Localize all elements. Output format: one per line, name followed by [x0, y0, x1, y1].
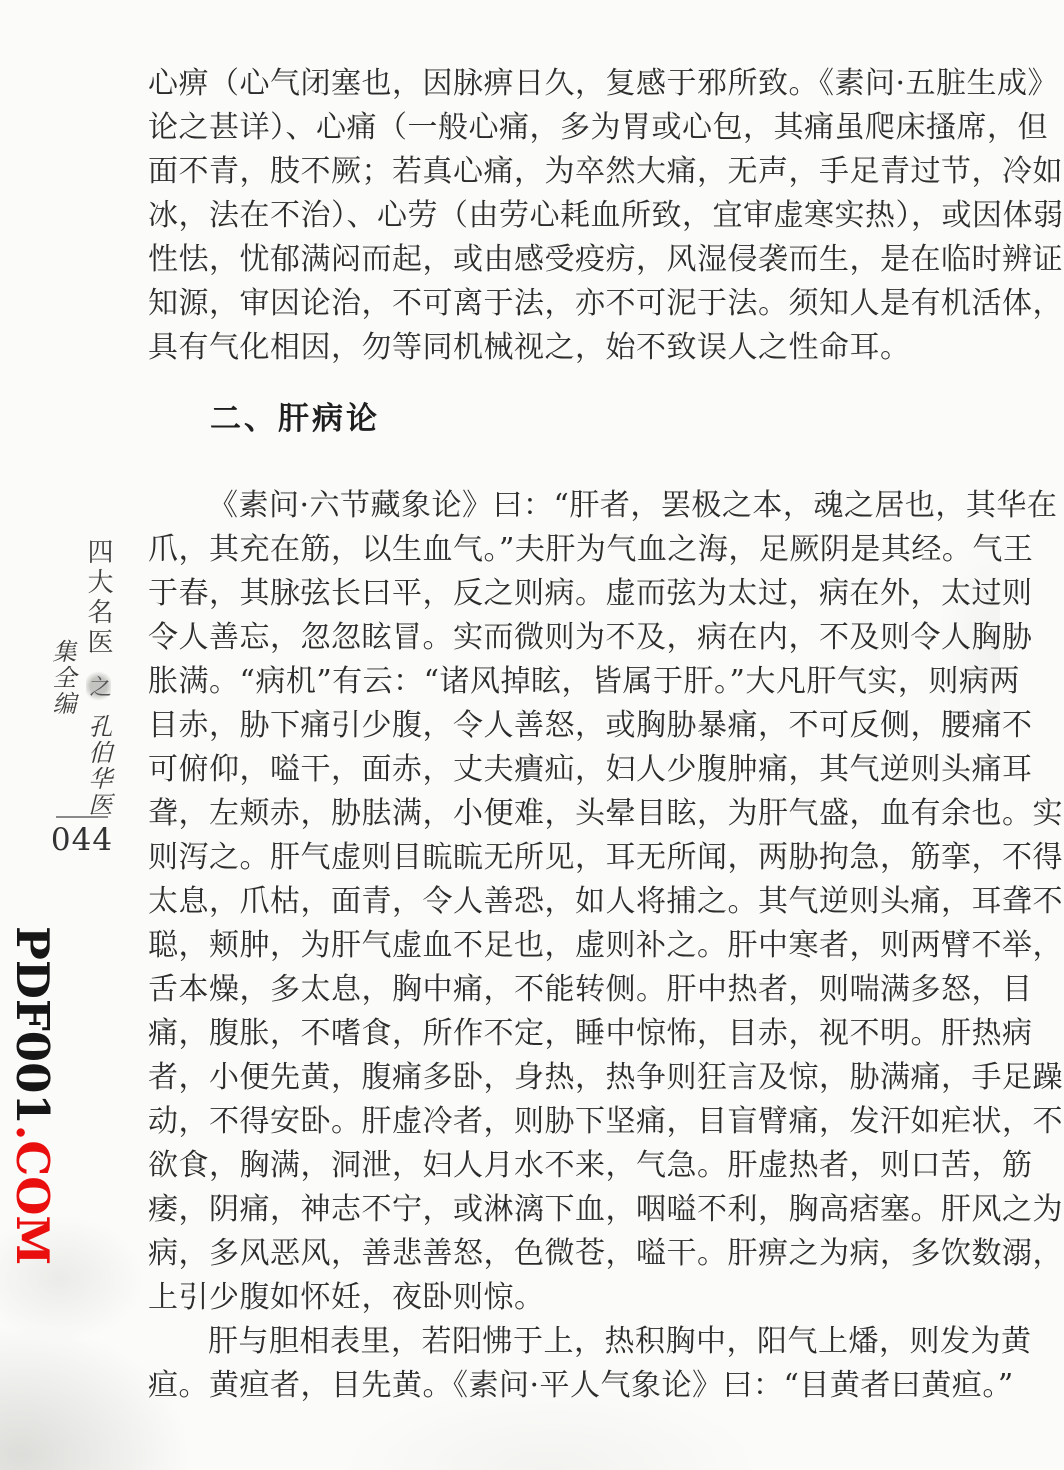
text-line: 胀满。“病机”有云：“诸风掉眩，皆属于肝。”大凡肝气实，则病两 — [148, 664, 1020, 699]
watermark-black-part: PDF001 — [6, 926, 59, 1125]
text-line: 具有气化相因，勿等同机械视之，始不致误人之性命耳。 — [148, 330, 911, 365]
text-line: 者，小便先黄，腹痛多卧，身热，热争则狂言及惊，胁满痛，手足躁 — [148, 1060, 1063, 1095]
text-line: 心痹（心气闭塞也，因脉痹日久，复感于邪所致。《素问·五脏生成》 — [148, 66, 1059, 101]
text-line: 聋，左颊赤，胁胠满，小便难，头晕目眩，为肝气盛，血有余也。实 — [148, 796, 1063, 831]
text-line: 聪，颊肿，为肝气虚血不足也，虚则补之。肝中寒者，则两臂不举， — [148, 928, 1063, 963]
text-line: 欲食，胸满，洞泄，妇人月水不来，气急。肝虚热者，则口苦，筋 — [148, 1148, 1033, 1183]
text-line: 目赤，胁下痛引少腹，令人善怒，或胸胁暴痛，不可反侧，腰痛不 — [148, 708, 1033, 743]
text-line: 痛，腹胀，不嗜食，所作不定，睡中惊怖，目赤，视不明。肝热病 — [148, 1016, 1033, 1051]
text-line: 性怯，忧郁满闷而起，或由感受疫疠，风湿侵袭而生，是在临时辨证 — [148, 242, 1063, 277]
text-line: 痿，阴痛，神志不宁，或淋漓下血，咽嗌不利，胸高痞塞。肝风之为 — [148, 1192, 1063, 1227]
text-line: 论之甚详）、心痛（一般心痛，多为胃或心包，其痛虽爬床搔席，但 — [148, 110, 1048, 145]
paragraph-heart-diseases — [148, 62, 1064, 370]
text-line: 于春，其脉弦长曰平，反之则病。虚而弦为太过，病在外，太过则 — [148, 576, 1033, 611]
text-line: 知源，审因论治，不可离于法，亦不可泥于法。须知人是有机活体， — [148, 286, 1063, 321]
text-line: 冰，法在不治）、心劳（由劳心耗血所致，宜审虚寒实热），或因体弱 — [148, 198, 1064, 233]
book-title: 孔伯华医集全编 — [48, 639, 112, 818]
text-line: 肝与胆相表里，若阳怫于上，热积胸中，阳气上燔，则发为黄 — [208, 1324, 1032, 1359]
text-line: 病，多风恶风，善悲善怒，色微苍，嗌干。肝痹之为病，多饮数溺， — [148, 1236, 1063, 1271]
series-connector-stamp: 之 — [86, 668, 111, 704]
text-line: 则泻之。肝气虚则目䀮䀮无所见，耳无所闻，两胁拘急，筋挛，不得 — [148, 840, 1063, 875]
watermark-red-part: .COM — [6, 1124, 59, 1266]
text-line: 舌本燥，多太息，胸中痛，不能转侧。肝中热者，则喘满多怒，目 — [148, 972, 1033, 1007]
text-line: 上引少腹如怀妊，夜卧则惊。 — [148, 1280, 545, 1315]
text-line: 爪，其充在筋，以生血气。”夫肝为气血之海，足厥阴是其经。气王 — [148, 532, 1034, 567]
text-line: 可俯仰，嗌干，面赤，丈夫㿉疝，妇人少腹肿痛，其气逆则头痛耳 — [148, 752, 1033, 787]
watermark-pdf001 — [6, 926, 59, 1266]
series-title: 四大名医 — [83, 538, 113, 658]
sidebar-divider — [56, 816, 108, 818]
page-number: 044 — [50, 822, 114, 858]
section-heading-liver: 二、肝病论 — [210, 401, 380, 437]
paragraph-jaundice — [148, 1320, 1032, 1408]
text-line: 令人善忘，忽忽眩冒。实而微则为不及，病在内，不及则令人胸胁 — [148, 620, 1033, 655]
text-line: 面不青，肢不厥；若真心痛，为卒然大痛，无声，手足青过节，冷如 — [148, 154, 1063, 189]
text-line: 《素问·六节藏象论》曰：“肝者，罢极之本，魂之居也，其华在 — [208, 488, 1058, 523]
sidebar-book-title — [48, 532, 113, 824]
main-text-column — [148, 62, 1064, 1408]
paragraph-liver-disease — [148, 484, 1063, 1320]
text-line: 动，不得安卧。肝虚冷者，则胁下坚痛，目盲臂痛，发汗如疟状，不 — [148, 1104, 1063, 1139]
text-line: 疸。黄疸者，目先黄。《素问·平人气象论》曰：“目黄者曰黄疸。” — [148, 1368, 1014, 1403]
text-line: 太息，爪枯，面青，令人善恐，如人将捕之。其气逆则头痛，耳聋不 — [148, 884, 1063, 919]
